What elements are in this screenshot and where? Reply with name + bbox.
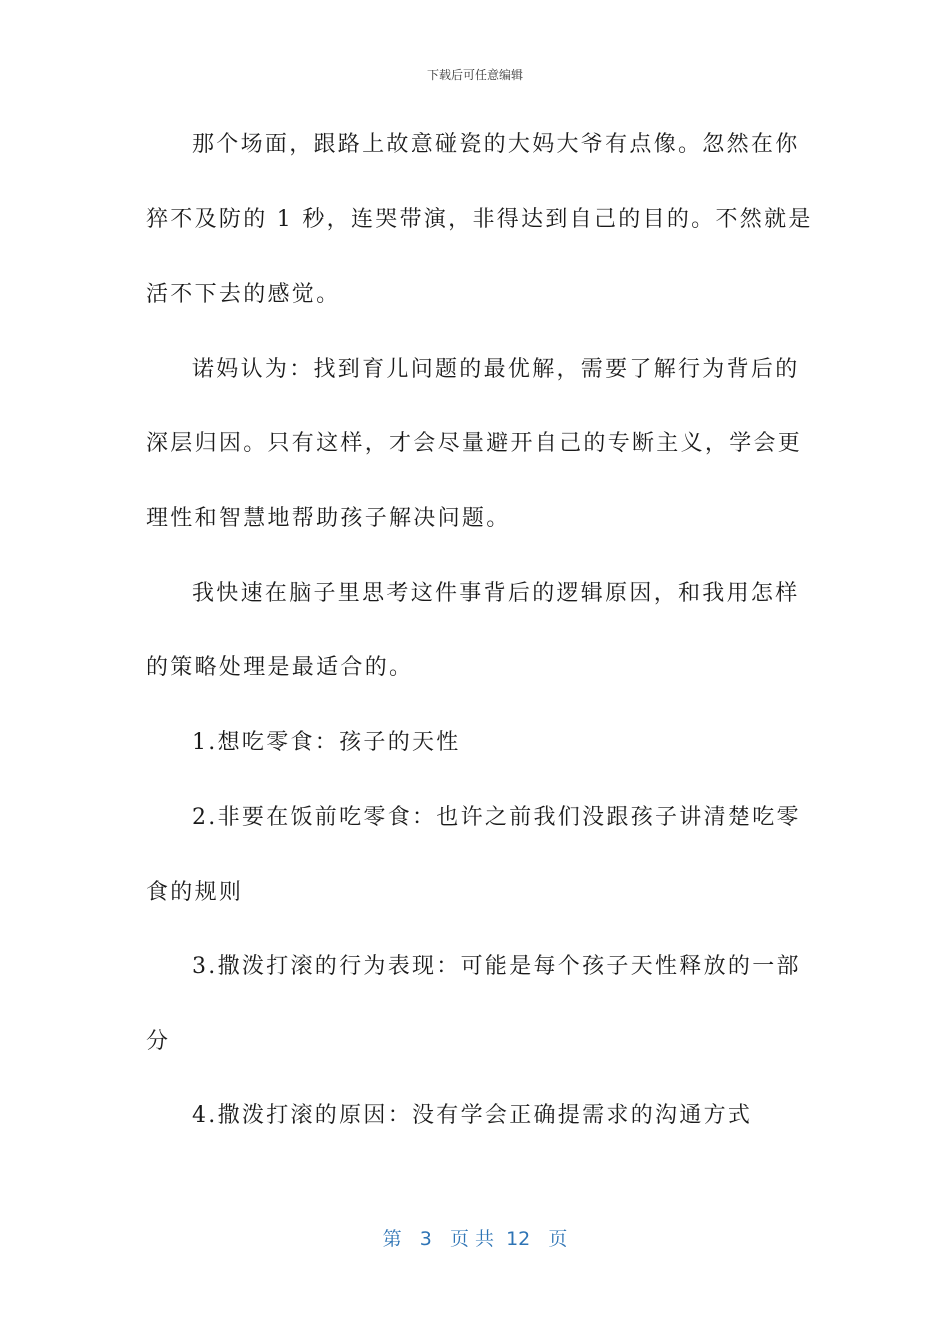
paragraph-line: 深层归因。只有这样，才会尽量避开自己的专断主义，学会更 [146,431,803,456]
list-item-continuation: 食的规则 [146,880,244,905]
list-item: 4.撒泼打滚的原因：没有学会正确提需求的沟通方式 [192,1103,753,1128]
paragraph-line: 理性和智慧地帮助孩子解决问题。 [146,506,511,531]
list-item-continuation: 分 [146,1029,171,1054]
total-pages-number: 12 [506,1228,531,1250]
paragraph-line: 诺妈认为：找到育儿问题的最优解，需要了解行为背后的 [192,357,800,382]
current-page-number: 3 [419,1228,432,1250]
header-note: 下载后可任意编辑 [426,68,523,82]
footer-suffix: 页 [548,1228,568,1250]
list-item: 2.非要在饭前吃零食：也许之前我们没跟孩子讲清楚吃零 [192,805,801,830]
footer-prefix: 第 [382,1228,402,1250]
paragraph-line: 我快速在脑子里思考这件事背后的逻辑原因，和我用怎样 [192,581,800,606]
page-number-footer [0,1224,950,1251]
paragraph-line: 那个场面，跟路上故意碰瓷的大妈大爷有点像。忽然在你 [192,132,800,157]
list-item: 1.想吃零食：孩子的天性 [192,730,461,755]
paragraph-line: 的策略处理是最适合的。 [146,655,414,680]
list-item: 3.撒泼打滚的行为表现：可能是每个孩子天性释放的一部 [192,954,801,979]
paragraph-line: 猝不及防的 1 秒，连哭带演，非得达到自己的目的。不然就是 [146,207,813,232]
footer-middle: 页 共 [449,1228,494,1250]
paragraph-line: 活不下去的感觉。 [146,282,341,307]
